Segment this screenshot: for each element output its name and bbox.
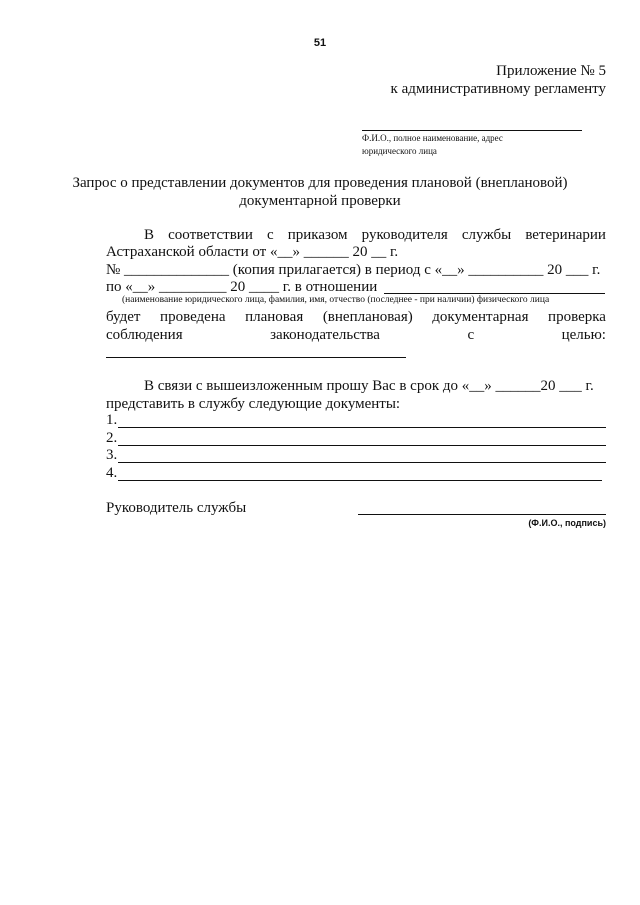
word: целью: bbox=[561, 327, 606, 343]
word: ветеринарии bbox=[525, 227, 606, 243]
paragraph-1-line-3: № ______________ (копия прилагается) в период с «__» __________ 20 ___ г. bbox=[106, 262, 601, 278]
document-title-line-2: документарной проверки bbox=[239, 193, 401, 209]
word: с bbox=[467, 327, 475, 343]
word: плановая bbox=[245, 309, 304, 325]
document-item-1-number: 1. bbox=[106, 412, 118, 428]
document-item-4-number: 4. bbox=[106, 465, 118, 481]
subject-caption: (наименование юридического лица, фамилия, имя, отчество (последнее - при наличии) физического лица bbox=[122, 295, 550, 305]
document-item-2-line bbox=[118, 445, 606, 446]
word: приказом bbox=[287, 227, 348, 243]
appendix-reference: к административному регламенту bbox=[390, 81, 606, 97]
paragraph-1-line-6 bbox=[106, 327, 606, 344]
document-item-3-line bbox=[118, 462, 606, 463]
word: службы bbox=[461, 227, 512, 243]
signature-caption: (Ф.И.О., подпись) bbox=[528, 518, 606, 528]
paragraph-1-line-4: по «__» _________ 20 ____ г. в отношении bbox=[106, 279, 378, 295]
signatory-label: Руководитель службы bbox=[106, 500, 247, 516]
document-title-line-1: Запрос о представлении документов для проведения плановой (внеплановой) bbox=[72, 175, 568, 191]
addressee-caption-2: юридического лица bbox=[362, 146, 437, 156]
word: проверка bbox=[548, 309, 606, 325]
document-item-4-line bbox=[118, 480, 602, 481]
word: документарная bbox=[432, 309, 529, 325]
word: с bbox=[266, 227, 274, 243]
word: соответствии bbox=[168, 227, 253, 243]
signature-line bbox=[358, 514, 606, 515]
word: будет bbox=[106, 309, 141, 325]
word: В bbox=[144, 227, 155, 243]
word: руководителя bbox=[361, 227, 448, 243]
paragraph-2-line-1: В связи с вышеизложенным прошу Вас в срок до «__» ______20 ___ г. bbox=[144, 378, 594, 394]
paragraph-1-line-5 bbox=[106, 309, 606, 326]
document-item-1-line bbox=[118, 427, 606, 428]
paragraph-1-line-1 bbox=[106, 227, 606, 244]
subject-line bbox=[384, 293, 605, 294]
appendix-number: Приложение № 5 bbox=[496, 63, 606, 79]
word: проведена bbox=[160, 309, 226, 325]
word: законодательства bbox=[270, 327, 380, 343]
word: соблюдения bbox=[106, 327, 183, 343]
addressee-line bbox=[362, 130, 582, 131]
document-item-3-number: 3. bbox=[106, 447, 118, 463]
paragraph-2-line-2: представить в службу следующие документы: bbox=[106, 396, 401, 412]
paragraph-1-line-2: Астраханской области от «__» ______ 20 __ г. bbox=[106, 244, 399, 260]
page-number: 51 bbox=[313, 37, 327, 49]
purpose-line bbox=[106, 357, 406, 358]
document-item-2-number: 2. bbox=[106, 430, 118, 446]
addressee-caption-1: Ф.И.О., полное наименование, адрес bbox=[362, 133, 503, 143]
word: (внеплановая) bbox=[322, 309, 413, 325]
